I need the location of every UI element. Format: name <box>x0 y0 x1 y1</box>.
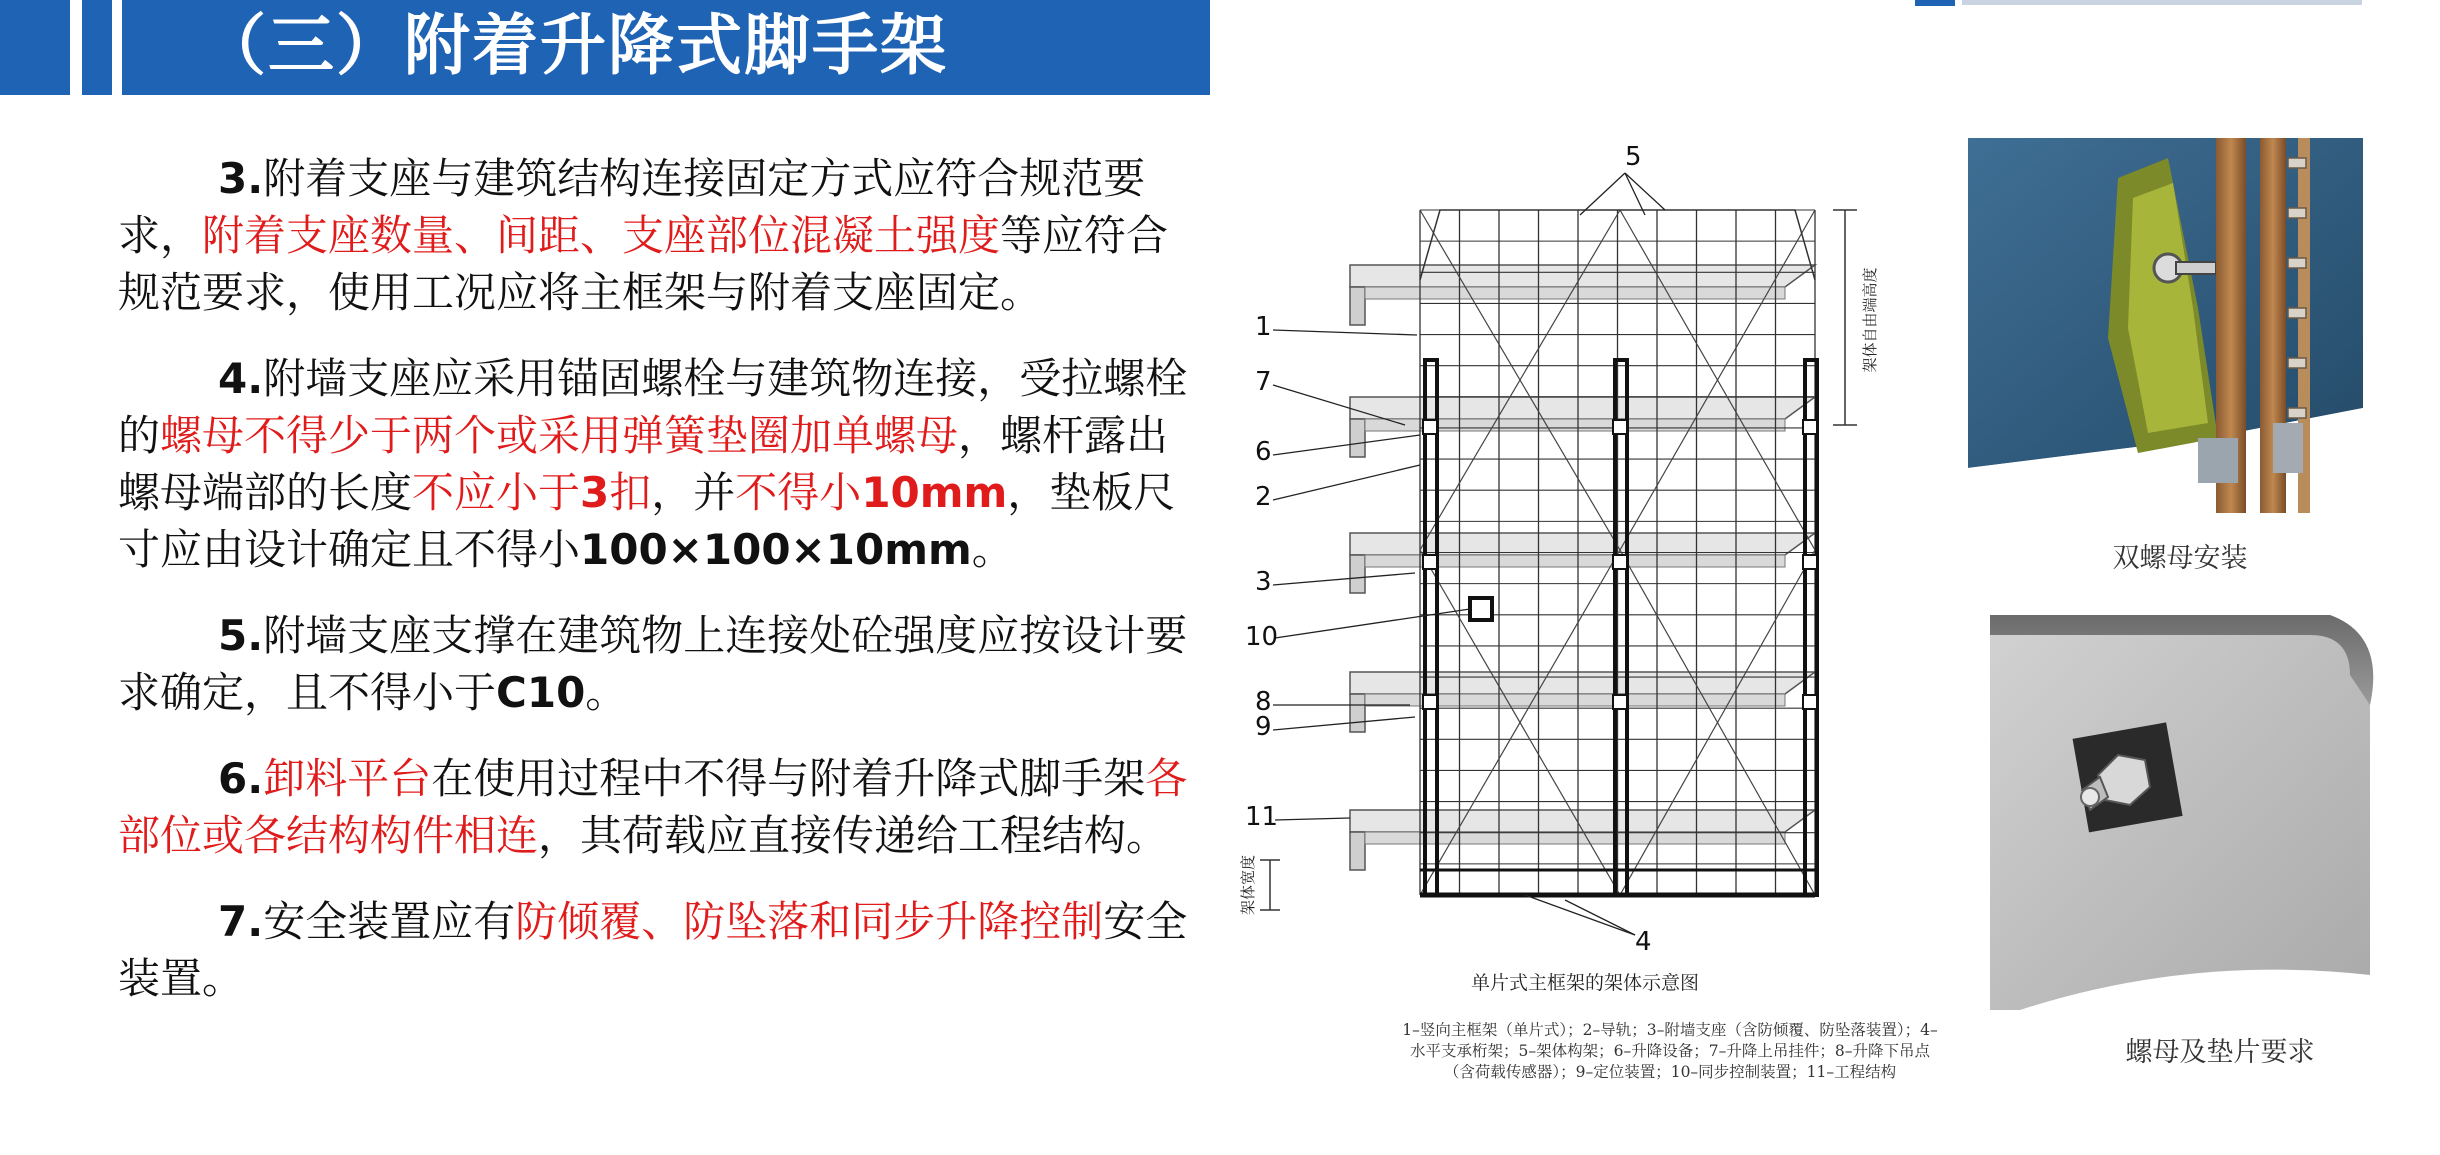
callout-number: 2 <box>1255 482 1272 512</box>
callout-leader <box>1273 717 1415 730</box>
diagram-caption: 单片式主框架的架体示意图 <box>1470 972 1699 994</box>
callout-number: 9 <box>1255 712 1272 742</box>
nut-washer-photo <box>1990 615 2385 1010</box>
clause-paragraph <box>118 350 1188 578</box>
header-accent-strip <box>0 0 70 95</box>
floor-slab-edge <box>1350 694 1365 732</box>
clause-text: 100×100×10mm <box>580 525 972 574</box>
nut-washer-caption: 螺母及垫片要求 <box>2125 1037 2315 1068</box>
clause-text: ，螺杆露出螺母端部的长度 <box>118 411 1169 517</box>
clause-number: 7. <box>218 897 264 946</box>
highlighted-requirement: 防倾覆、防坠落和同步升降控制 <box>515 897 1104 946</box>
callout-leader <box>1273 573 1415 585</box>
height-dimension-label: 架体自由端高度 <box>1861 267 1879 373</box>
highlighted-requirement: 卸料平台 <box>263 754 432 803</box>
wall-support <box>1423 420 1437 434</box>
regulation-text <box>118 150 1188 1036</box>
clause-text: ，并 <box>651 468 736 517</box>
highlighted-requirement: 各部位或各结构构件相连 <box>118 754 1188 860</box>
double-nut-caption: 双螺母安装 <box>2112 543 2248 574</box>
clause-paragraph <box>118 150 1188 321</box>
highlighted-requirement: 3 <box>580 468 610 517</box>
callout-number: 10 <box>1245 622 1279 652</box>
highlighted-requirement: 扣 <box>609 468 652 517</box>
clause-text: 附墙支座支撑在建筑物上连接处砼强度应按设计要求确定，且不得小于 <box>118 611 1188 717</box>
wall-support <box>1423 695 1437 709</box>
callout-leader <box>1565 900 1635 935</box>
clause-paragraph <box>118 750 1188 864</box>
callout-leader <box>1525 895 1635 935</box>
main-frame <box>1805 360 1817 895</box>
callout-number: 5 <box>1625 142 1642 172</box>
sync-control-box <box>1470 598 1492 620</box>
callout-number: 7 <box>1255 367 1272 397</box>
page-title: （三）附着升降式脚手架 <box>200 7 948 84</box>
wall-support <box>1803 420 1817 434</box>
callout-number: 11 <box>1245 802 1279 832</box>
wall-support <box>1613 695 1627 709</box>
highlighted-requirement: 10mm <box>861 468 1008 517</box>
callout-leader <box>1625 173 1665 210</box>
callout-leader <box>1273 465 1420 500</box>
clause-text: 安全装置。 <box>118 897 1188 1003</box>
clause-text: 在使用过程中不得与附着升降式脚手架 <box>431 754 1146 803</box>
highlighted-requirement: 螺母不得少于两个或采用弹簧垫圈加单螺母 <box>160 411 959 460</box>
callout-leader <box>1580 173 1625 215</box>
clause-paragraph <box>118 893 1188 1007</box>
callout-number: 6 <box>1255 437 1272 467</box>
clause-text: ，垫板尺寸应由设计确定且不得小 <box>118 468 1176 574</box>
wall-support <box>1803 555 1817 569</box>
width-dimension-label: 架体宽度 <box>1239 854 1257 916</box>
wall-support <box>1803 695 1817 709</box>
clause-text: C10 <box>496 668 586 717</box>
corner-logo <box>1915 0 1955 6</box>
clause-text: 。 <box>971 525 1014 574</box>
clause-text: ，其荷载应直接传递给工程结构。 <box>538 811 1169 860</box>
corner-logo-text <box>1962 0 2362 5</box>
clause-text: 安全装置应有 <box>263 897 516 946</box>
callout-leader <box>1275 818 1350 820</box>
clause-paragraph <box>118 607 1188 721</box>
scaffold-drawing <box>1225 135 1945 965</box>
callout-leader <box>1625 173 1645 215</box>
highlighted-requirement: 不应小于 <box>412 468 581 517</box>
highlighted-requirement: 不得小 <box>735 468 862 517</box>
clause-number: 4. <box>218 354 264 403</box>
floor-slab-edge <box>1350 555 1365 593</box>
callout-leader <box>1273 435 1420 455</box>
clause-text: 附着支座与建筑结构连接固定方式应符合规范要求， <box>118 154 1146 260</box>
floor-slab-edge <box>1350 287 1365 325</box>
callout-number: 8 <box>1255 687 1272 717</box>
callout-number: 3 <box>1255 567 1272 597</box>
clause-number: 6. <box>218 754 264 803</box>
floor-slab-edge <box>1350 419 1365 457</box>
clause-text: 附墙支座应采用锚固螺栓与建筑物连接，受拉螺栓的 <box>118 354 1188 460</box>
clause-number: 3. <box>218 154 264 203</box>
wall-support <box>1613 555 1627 569</box>
highlighted-requirement: 附着支座数量、间距、支座部位混凝土强度 <box>202 211 1001 260</box>
double-nut-photo <box>1968 138 2363 513</box>
floor-slab-edge <box>1350 832 1365 870</box>
clause-text: 。 <box>585 668 628 717</box>
callout-number: 4 <box>1635 927 1652 957</box>
wall-support <box>1423 555 1437 569</box>
callout-number: 1 <box>1255 312 1272 342</box>
diagram-legend: 1–竖向主框架（单片式）；2–导轨；3–附墙支座（含防倾覆、防坠落装置）；4–水平支承桁架；5–架体构架；6–升降设备；7–升降上吊挂件；8–升降下吊点（含荷载传感器）；9–定位装置；10–同步控制装置；11–工程结构 <box>1402 1021 1938 1081</box>
floor-slab-underside <box>1365 832 1785 844</box>
clause-number: 5. <box>218 611 264 660</box>
floor-slab-underside <box>1365 287 1785 299</box>
callout-leader <box>1273 330 1417 335</box>
header-accent-strip <box>82 0 112 95</box>
clause-text: 等应符合规范要求，使用工况应将主框架与附着支座固定。 <box>118 211 1169 317</box>
wall-support <box>1613 420 1627 434</box>
callout-leader <box>1275 609 1470 638</box>
